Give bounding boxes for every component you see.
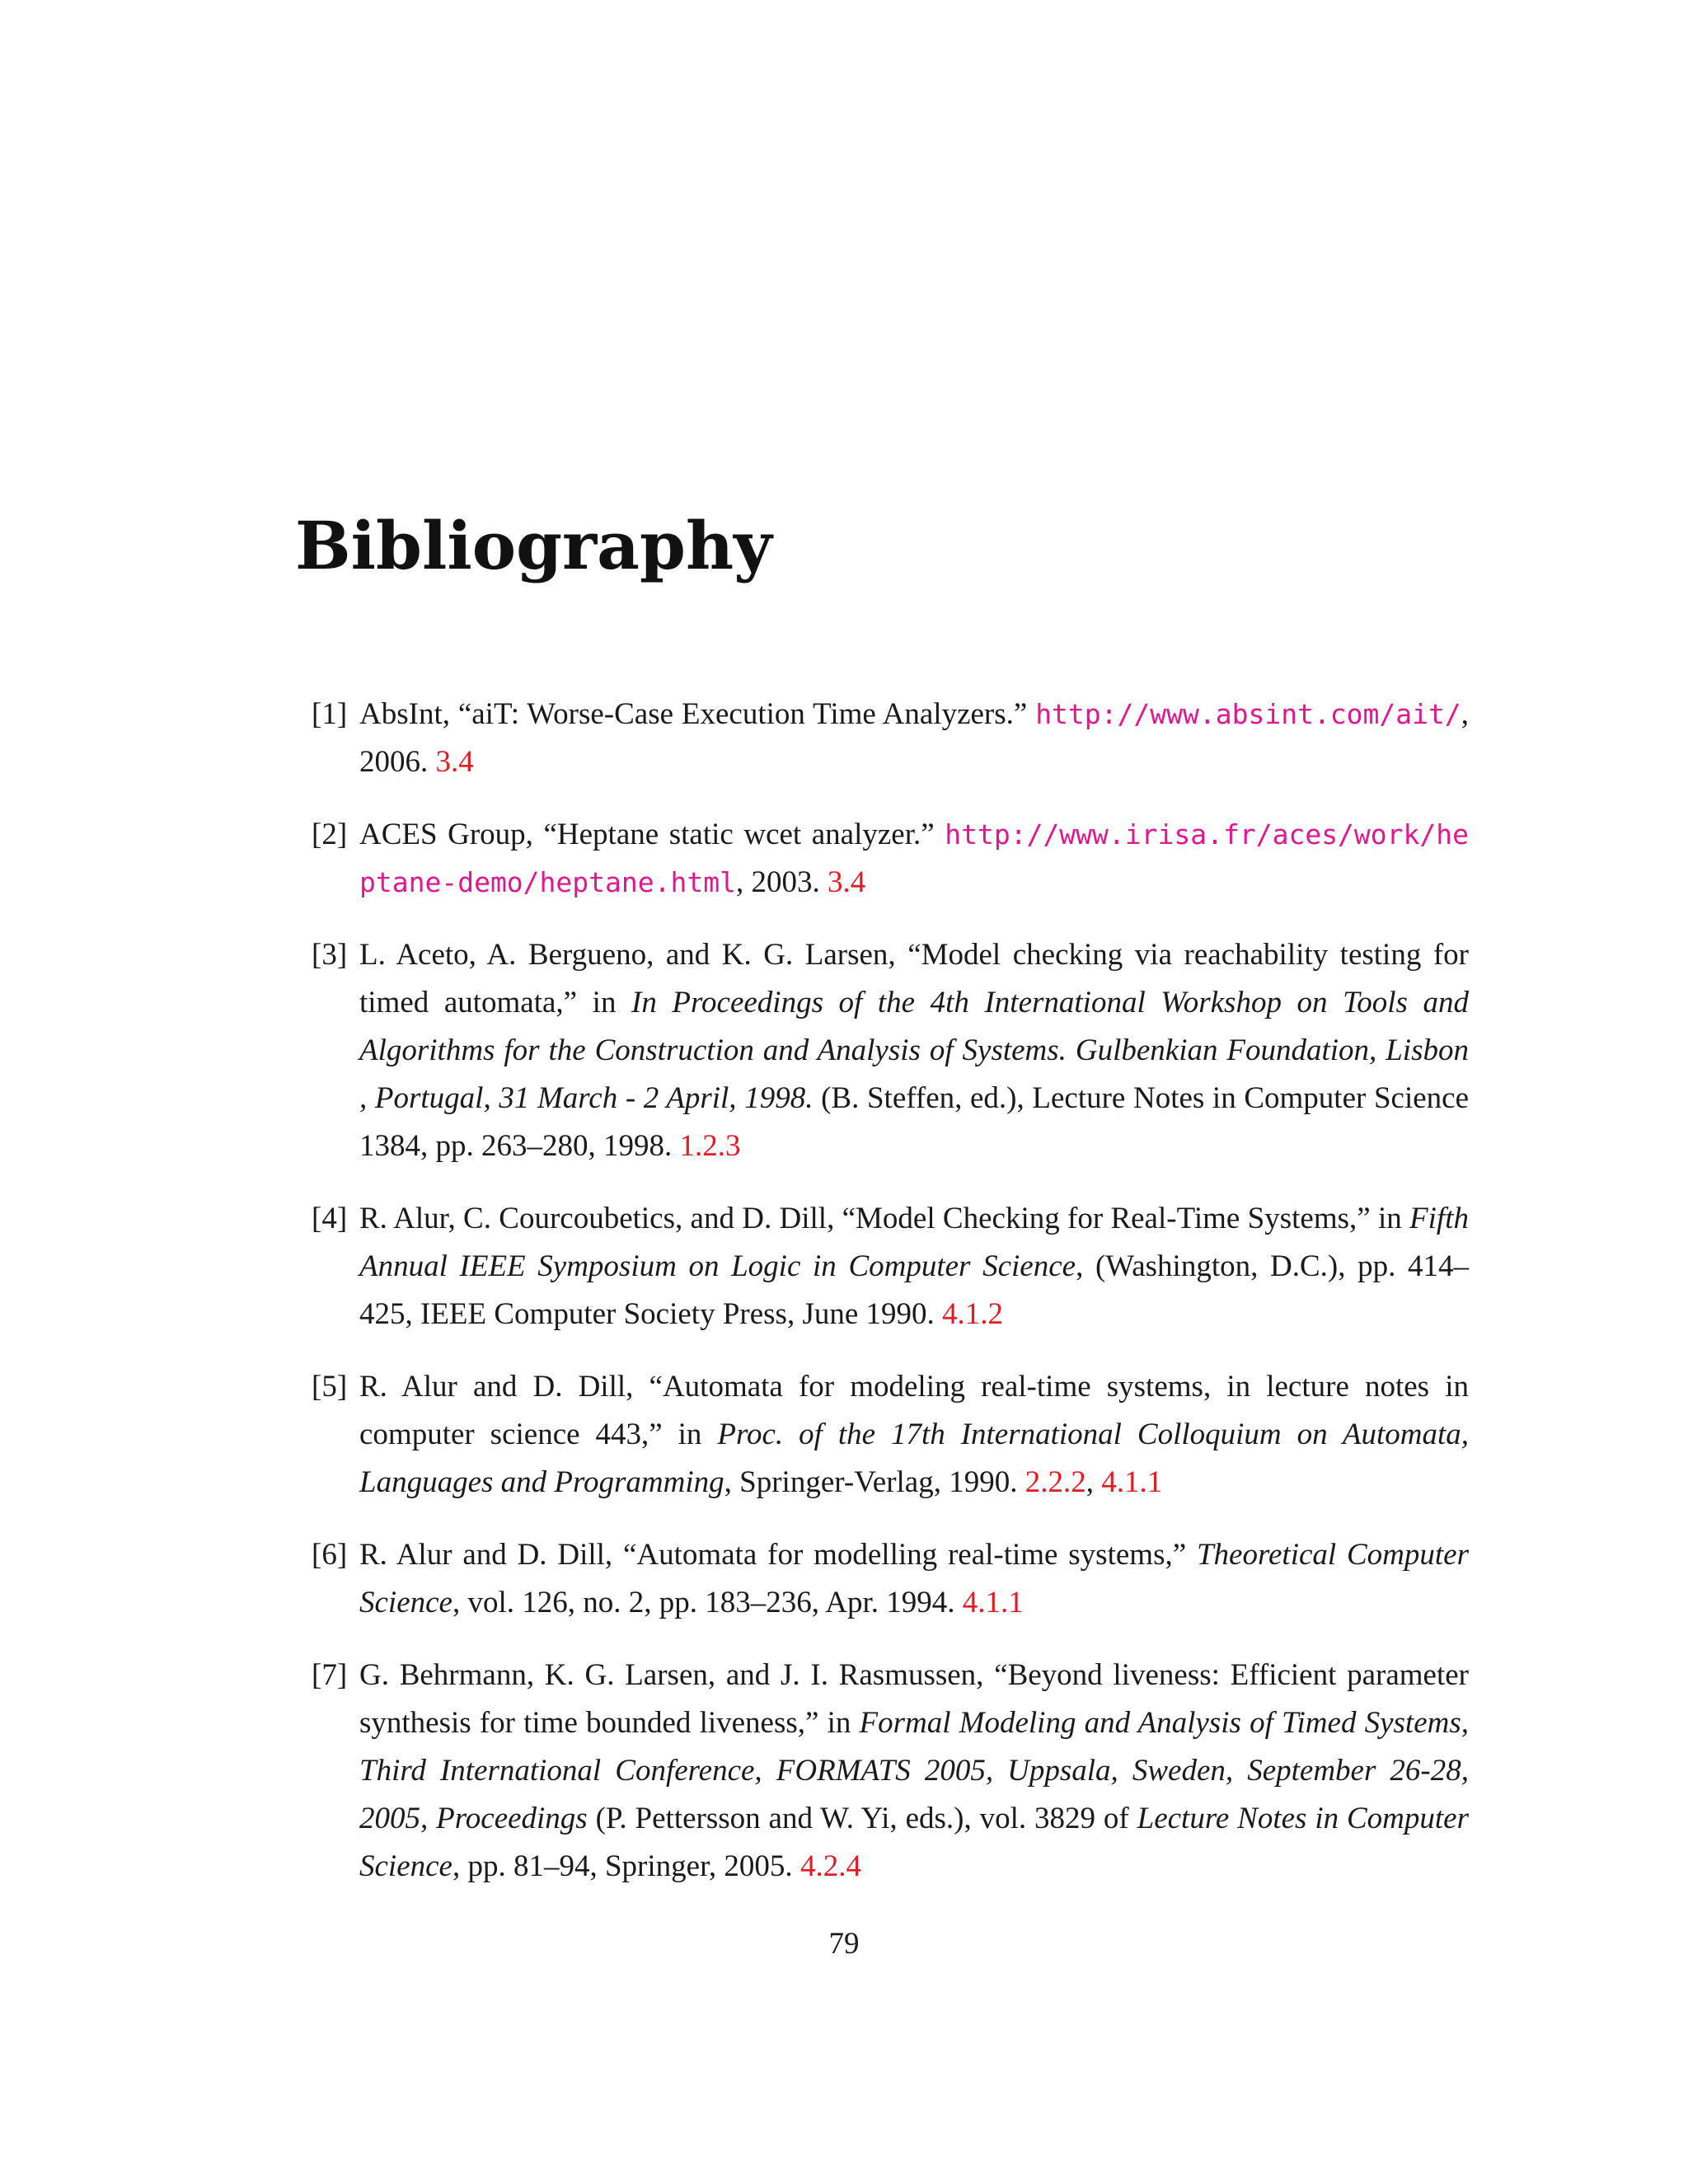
entry-text: , (Washington, D.C.), pp. 414–425, IEEE Computer Society Press, June 1990.: [359, 1249, 1470, 1331]
entry-number: [3]: [312, 938, 348, 972]
section-ref-link[interactable]: 2.2.2: [1025, 1465, 1086, 1499]
entry-url-link[interactable]: http://www.irisa.fr/aces/work/heptane-demo/heptane.html: [359, 818, 1469, 898]
page-title: Bibliography: [295, 507, 772, 584]
page-number: 79: [828, 1927, 860, 1961]
entry-number: [4]: [312, 1202, 348, 1235]
entry-url-link[interactable]: http://www.absint.com/ait/: [1035, 698, 1461, 730]
entry-text: , Springer-Verlag, 1990.: [724, 1465, 1025, 1499]
section-ref-link[interactable]: 1.2.3: [679, 1129, 741, 1163]
section-ref-link[interactable]: 3.4: [435, 745, 474, 779]
entry-number: [5]: [312, 1370, 348, 1404]
entry-venue: Proc. of the 17th International Colloquium on Automata, Languages and Programming: [359, 1418, 1469, 1499]
entry-text: (B. Steffen, ed.), Lecture Notes in Computer Science 1384, pp. 263–280, 1998.: [359, 1081, 1469, 1163]
entry-venue: Fifth Annual IEEE Symposium on Logic in Computer Science: [359, 1202, 1469, 1283]
entry-text: ACES Group, “Heptane static wcet analyzer.”: [359, 818, 945, 851]
bib-entry-3: [312, 931, 1469, 1170]
entry-text: , 2003.: [735, 865, 828, 899]
entry-text: , 2006.: [359, 697, 1469, 779]
bib-entry-6: [312, 1531, 1469, 1627]
entry-series: Lecture Notes in Computer Science: [359, 1802, 1470, 1883]
section-ref-link[interactable]: 4.1.1: [962, 1586, 1024, 1619]
bibliography-list: [312, 691, 1469, 1915]
section-ref-link[interactable]: 4.1.2: [942, 1297, 1004, 1331]
section-ref-link[interactable]: 4.2.4: [799, 1849, 861, 1883]
section-ref-link[interactable]: 3.4: [827, 865, 866, 899]
bib-entry-1: [312, 691, 1469, 786]
entry-text: , pp. 81–94, Springer, 2005.: [452, 1849, 800, 1883]
entry-text: R. Alur and D. Dill, “Automata for modelling real-time systems,”: [359, 1538, 1197, 1572]
entry-text: ,: [1085, 1465, 1102, 1499]
entry-number: [7]: [312, 1658, 348, 1692]
entry-text: R. Alur and D. Dill, “Automata for modeling real-time systems, in lecture notes in computer science 443,” in: [359, 1370, 1469, 1451]
bib-entry-7: [312, 1652, 1469, 1891]
entry-venue: Formal Modeling and Analysis of Timed Systems, Third International Conference, FORMATS 2005, Uppsala, Sweden, September 26-28, 2005, Proceedings: [359, 1706, 1469, 1835]
section-ref-link[interactable]: 4.1.1: [1101, 1465, 1163, 1499]
entry-venue: Theoretical Computer Science: [359, 1538, 1469, 1619]
entry-text: G. Behrmann, K. G. Larsen, and J. I. Rasmussen, “Beyond liveness: Efficient parameter synthesis for time bounded liveness,” in: [359, 1658, 1469, 1740]
bib-entry-5: [312, 1363, 1469, 1507]
bib-entry-2: [312, 811, 1469, 907]
bib-entry-4: [312, 1195, 1469, 1338]
entry-text: (P. Pettersson and W. Yi, eds.), vol. 3829 of: [587, 1802, 1137, 1835]
entry-venue: In Proceedings of the 4th International Workshop on Tools and Algorithms for the Construction and Analysis of Systems. Gulbenkian Foundation, Lisbon , Portugal, 31 March - 2 April, 1998.: [359, 986, 1469, 1115]
entry-text: L. Aceto, A. Bergueno, and K. G. Larsen, “Model checking via reachability testing for timed automata,” in: [359, 938, 1469, 1019]
entry-text: R. Alur, C. Courcoubetics, and D. Dill, “Model Checking for Real-Time Systems,” in: [359, 1202, 1410, 1235]
entry-number: [2]: [312, 818, 348, 851]
entry-text: , vol. 126, no. 2, pp. 183–236, Apr. 1994.: [452, 1586, 963, 1619]
entry-number: [6]: [312, 1538, 348, 1572]
entry-number: [1]: [312, 697, 348, 731]
entry-text: AbsInt, “aiT: Worse-Case Execution Time Analyzers.”: [359, 697, 1036, 731]
